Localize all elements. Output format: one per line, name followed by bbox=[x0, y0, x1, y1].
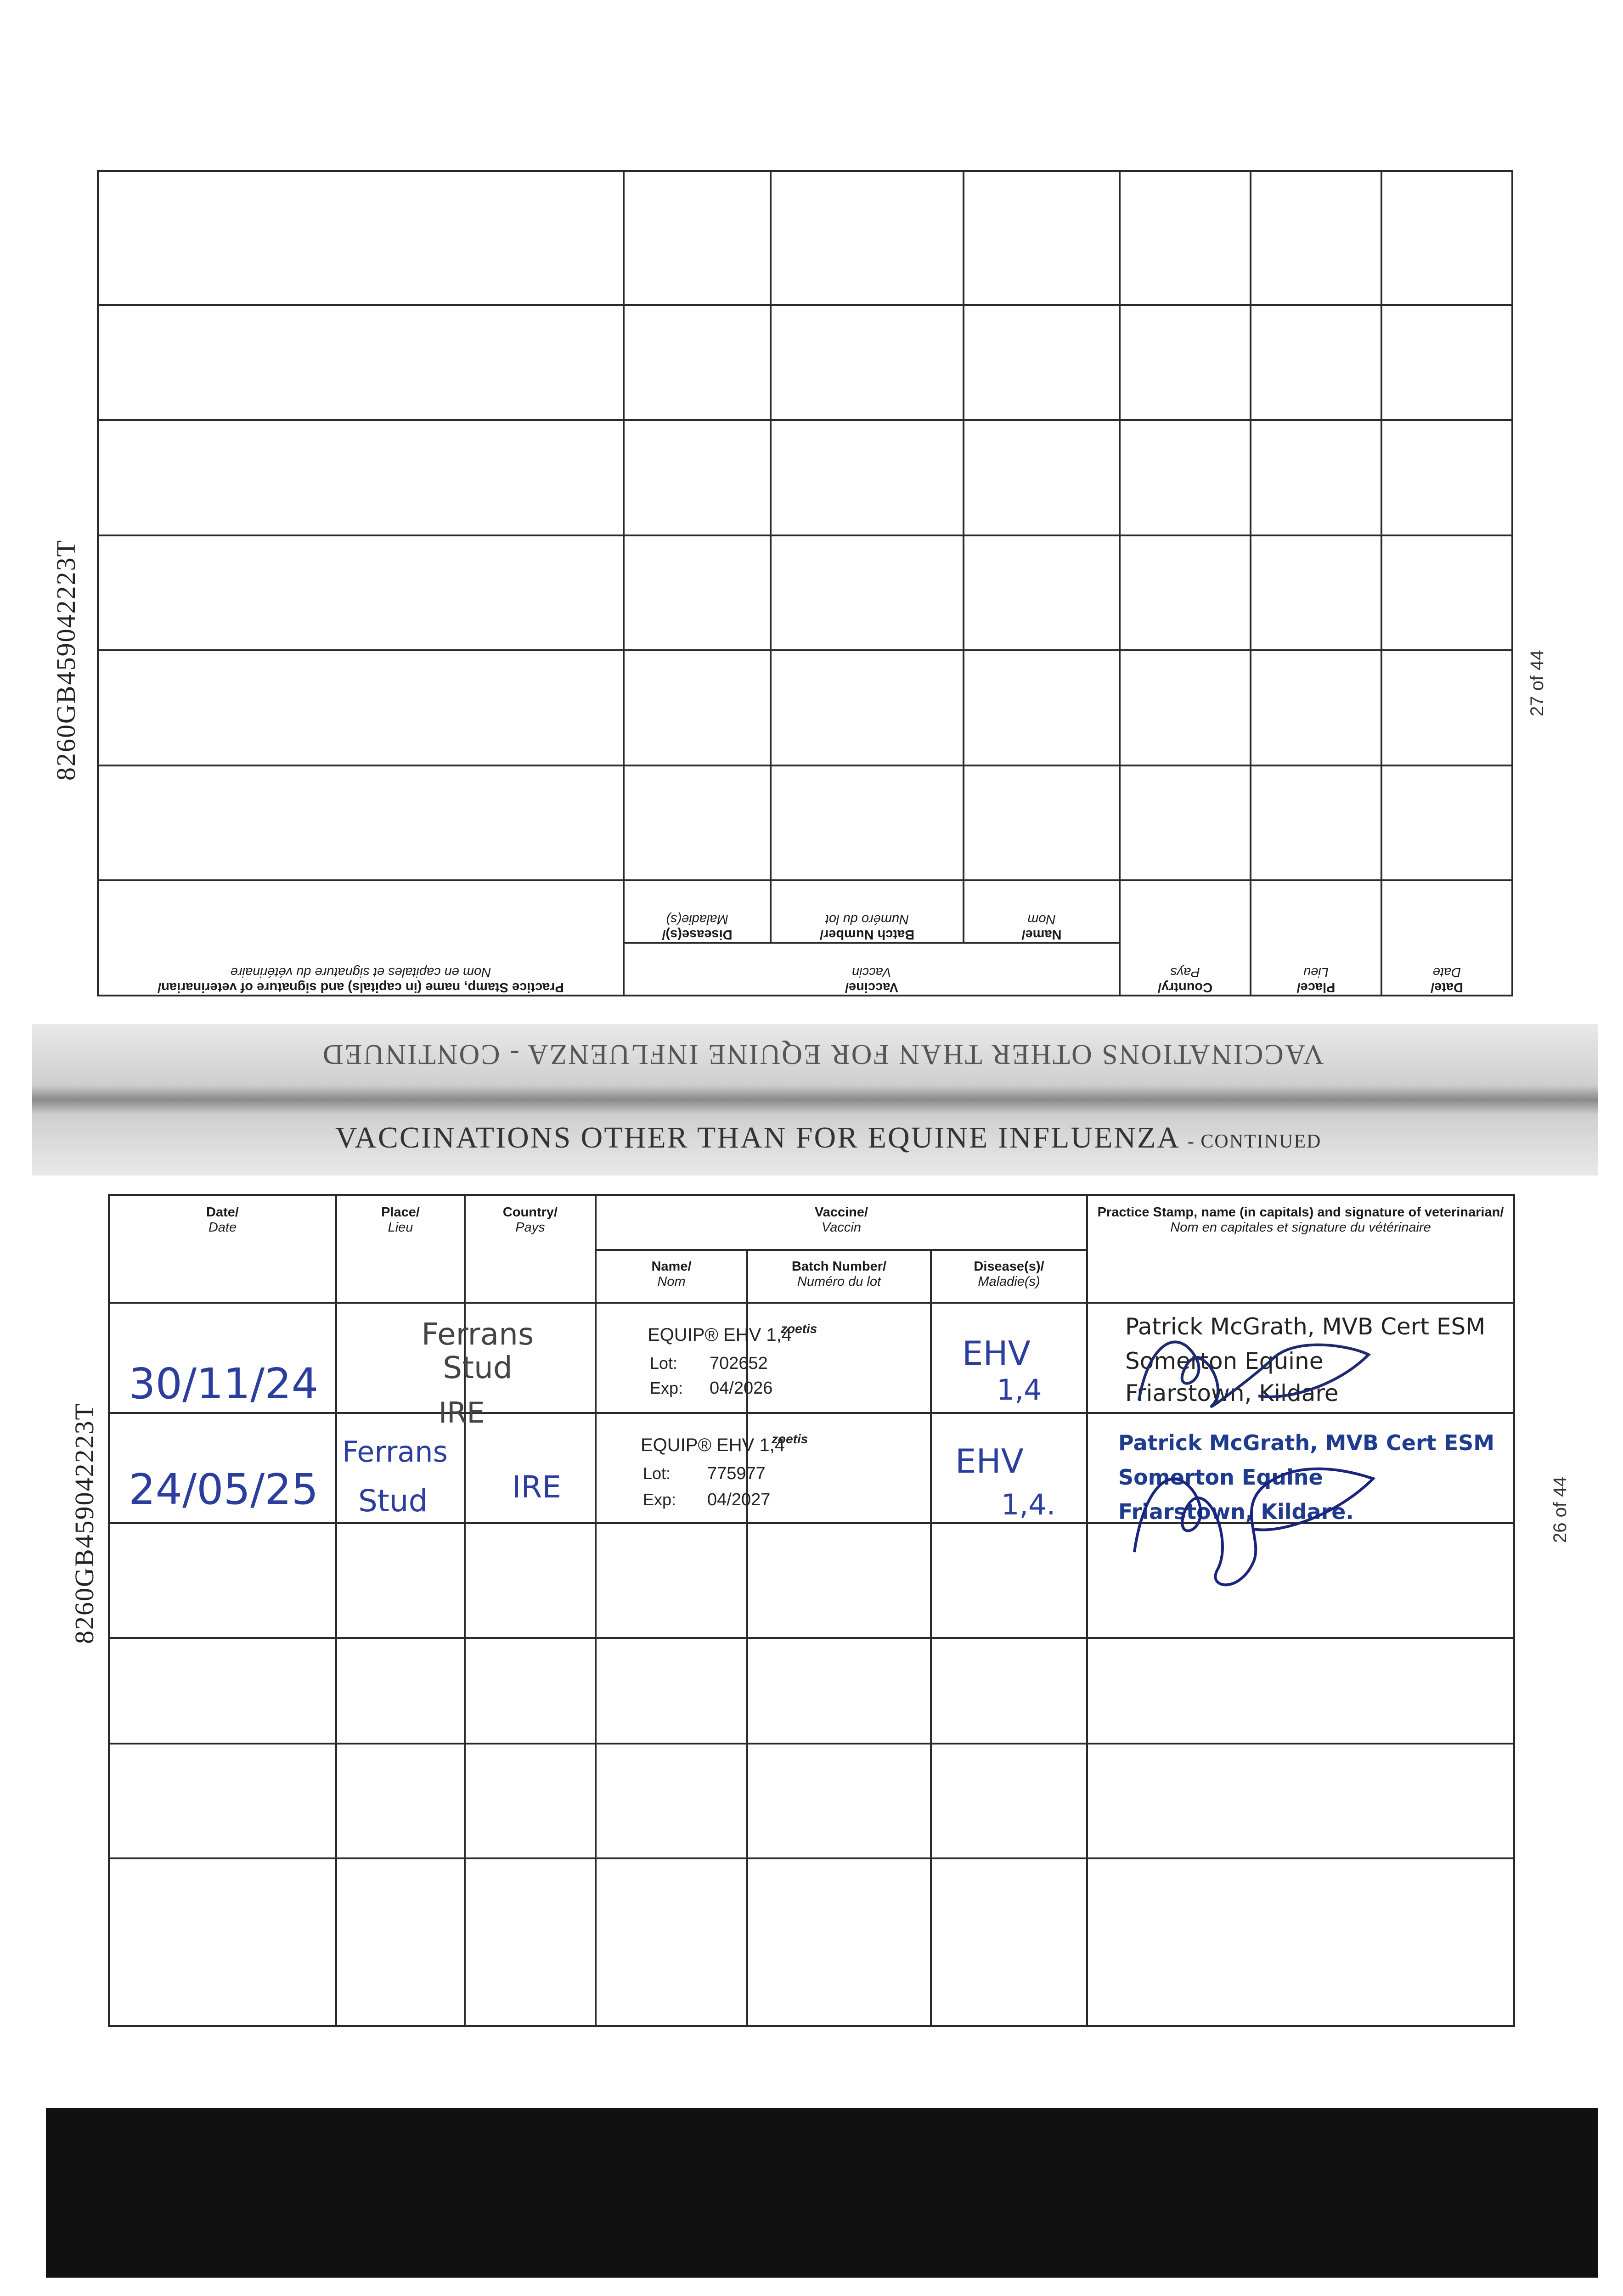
header-stamp: Practice Stamp, name (in capitals) and signature of veterinarian/ Nom en capitales et signature du vétérinaire bbox=[1087, 1195, 1514, 1303]
table-row bbox=[109, 1638, 1514, 1744]
header-place: Place/ Lieu bbox=[336, 1195, 465, 1303]
entry-1-place: Ferrans Stud bbox=[421, 1317, 534, 1385]
fold-title-upside-down: VACCINATIONS OTHER THAN FOR EQUINE INFLUENZA - CONTINUED bbox=[321, 1039, 1324, 1070]
table-row bbox=[98, 171, 1512, 305]
fold-title: VACCINATIONS OTHER THAN FOR EQUINE INFLUENZA - CONTINUED bbox=[335, 1121, 1322, 1154]
header-name: Name/ Nom bbox=[964, 880, 1120, 943]
header-country: Country/ Pays bbox=[1120, 880, 1251, 996]
entry-2-signature bbox=[1116, 1433, 1382, 1598]
entry-2-lot: 775977 bbox=[707, 1464, 766, 1483]
entry-2-vaccine-name: EQUIP® EHV 1,4 bbox=[641, 1435, 785, 1455]
header-disease: Disease(s)/ Maladie(s) bbox=[624, 880, 771, 943]
entry-1-disease-1: EHV bbox=[962, 1334, 1031, 1373]
entry-1-brand: zoetis bbox=[781, 1322, 817, 1336]
table-row bbox=[98, 305, 1512, 420]
document-id-top: 8260GB459042223T bbox=[51, 540, 81, 781]
header-batch: Batch Number/ Numéro du lot bbox=[771, 880, 964, 943]
entry-2-date: 24/05/25 bbox=[129, 1465, 319, 1514]
header-place: Place/ Lieu bbox=[1251, 880, 1381, 996]
entry-1-lot-label: Lot: bbox=[650, 1354, 678, 1373]
entry-2-disease-2: 1,4. bbox=[1001, 1488, 1056, 1521]
header-vaccine: Vaccine/ Vaccin bbox=[624, 943, 1120, 996]
entry-1-vet-stamp-line-3: Friarstown, Kildare bbox=[1125, 1380, 1339, 1407]
entry-2-brand: zoetis bbox=[772, 1432, 808, 1446]
header-country: Country/ Pays bbox=[465, 1195, 596, 1303]
table-row bbox=[98, 765, 1512, 881]
entry-2-vet-stamp-line-3: Friarstown, Kildare. bbox=[1118, 1499, 1354, 1524]
scan-edge-bar bbox=[46, 2108, 1598, 2278]
header-stamp: Practice Stamp, name (in capitals) and signature of veterinarian/ Nom en capitales et signature du vétérinaire bbox=[98, 880, 624, 996]
entry-1-country: IRE bbox=[439, 1396, 485, 1429]
header-batch: Batch Number/ Numéro du lot bbox=[747, 1250, 931, 1303]
entry-2-vet-stamp-line-2: Somerton Equine bbox=[1118, 1465, 1323, 1490]
table-row bbox=[98, 650, 1512, 765]
table-row bbox=[98, 420, 1512, 535]
entry-1-vaccine-name: EQUIP® EHV 1,4 bbox=[648, 1325, 792, 1345]
entry-2-place-2: Stud bbox=[358, 1483, 428, 1519]
entry-2-exp-label: Exp: bbox=[643, 1490, 676, 1509]
entry-1-signature bbox=[1121, 1318, 1378, 1424]
table-row bbox=[109, 1744, 1514, 1858]
table-row bbox=[98, 535, 1512, 651]
header-disease: Disease(s)/ Maladie(s) bbox=[931, 1250, 1087, 1303]
entry-1-date: 30/11/24 bbox=[129, 1359, 319, 1408]
header-date: Date/ Date bbox=[1381, 880, 1512, 996]
entry-2-disease-1: EHV bbox=[955, 1442, 1024, 1480]
page-number-top: 27 of 44 bbox=[1527, 650, 1547, 716]
header-date: Date/ Date bbox=[109, 1195, 336, 1303]
entry-2-place-1: Ferrans bbox=[342, 1435, 448, 1469]
entry-1-lot: 702652 bbox=[710, 1354, 768, 1373]
page-number-bottom: 26 of 44 bbox=[1550, 1476, 1570, 1543]
entry-1-exp: 04/2026 bbox=[710, 1379, 773, 1398]
document-id-bottom: 8260GB459042223T bbox=[69, 1403, 99, 1644]
header-name: Name/ Nom bbox=[596, 1250, 747, 1303]
header-vaccine: Vaccine/ Vaccin bbox=[596, 1195, 1087, 1250]
table-row bbox=[109, 1858, 1514, 2026]
entry-1-vet-stamp-line-1: Patrick McGrath, MVB Cert ESM bbox=[1125, 1313, 1486, 1340]
entry-2-country: IRE bbox=[512, 1469, 562, 1505]
entry-1-exp-label: Exp: bbox=[650, 1379, 683, 1397]
top-page-table bbox=[99, 170, 1513, 996]
entry-1-vet-stamp-line-2: Somerton Equine bbox=[1125, 1348, 1324, 1374]
entry-1-disease-2: 1,4 bbox=[997, 1373, 1042, 1407]
entry-2-lot-label: Lot: bbox=[643, 1464, 671, 1483]
entry-2-vet-stamp-line-1: Patrick McGrath, MVB Cert ESM bbox=[1118, 1430, 1495, 1455]
entry-2-exp: 04/2027 bbox=[707, 1490, 771, 1509]
